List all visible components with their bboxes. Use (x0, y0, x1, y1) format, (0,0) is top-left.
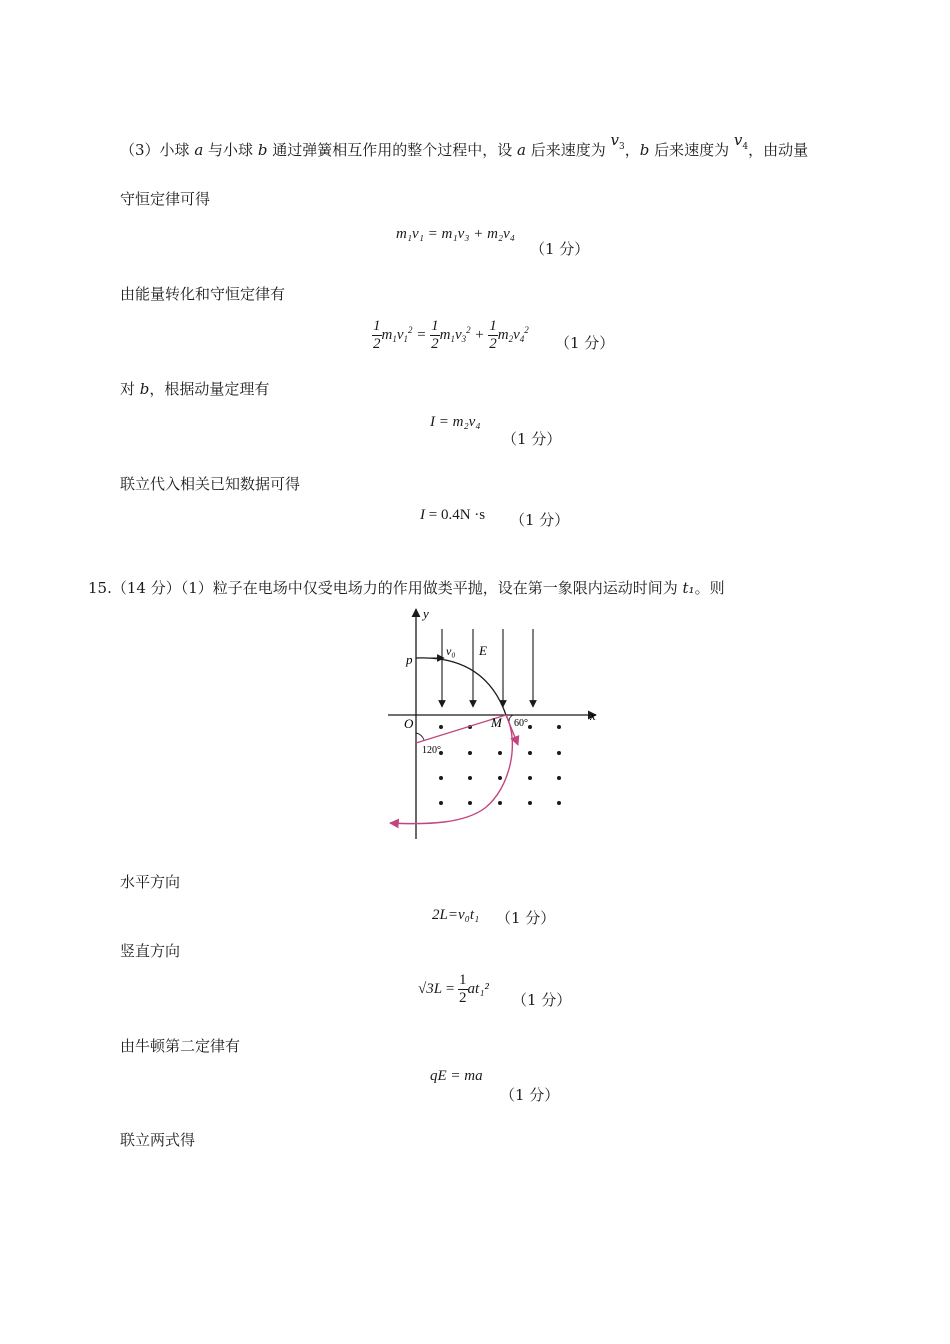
energy-intro: 由能量转化和守恒定律有 (120, 285, 286, 303)
part3-line2: 守恒定律可得 (120, 190, 211, 208)
score-momentum: （1 分） (530, 240, 590, 258)
parabola-trajectory (416, 658, 506, 715)
vertical-equation: √3L = $\frac{1}{2}$ at₁² (418, 972, 489, 1007)
v0-label: v₀ (446, 644, 456, 658)
vertical-intro: 竖直方向 (120, 942, 181, 960)
e-label: E (479, 643, 487, 658)
q15-header: 15.（14 分）（1）粒子在电场中仅受电场力的作用做类平抛，设在第一象限内运动时间为 t₁。则 (88, 579, 725, 597)
newton-intro: 由牛顿第二定律有 (120, 1037, 241, 1055)
newton-equation: qE = ma (430, 1068, 483, 1084)
score-horizontal: （1 分） (496, 909, 556, 927)
angle-120-label: 120° (422, 745, 441, 756)
angle-arc-60 (509, 715, 513, 721)
horizontal-intro: 水平方向 (120, 873, 181, 891)
energy-equation: $\frac{1}{2}$ $m_1v_1^2$ = $\frac{1}{2}$ $m_1v_3^2$ + $\frac{1}{2}$ $m_2v_4^2$ (373, 318, 529, 353)
result-equation: I = 0.4N ·s (420, 507, 486, 523)
score-newton: （1 分） (500, 1086, 560, 1104)
x-axis-label: x (590, 708, 596, 723)
circular-trajectory (390, 715, 512, 824)
impulse-intro: 对 b，根据动量定理有 (120, 380, 270, 398)
momentum-equation: m₁v₁ = m₁v₃ + m₂v₄ (396, 226, 516, 242)
m-label: M (491, 715, 502, 730)
final-intro: 联立两式得 (120, 1131, 196, 1149)
score-vertical: （1 分） (512, 991, 572, 1009)
impulse-equation: I = m₂v₄ (430, 414, 481, 430)
part3-intro: （3）小球 a 与小球 b 通过弹簧相互作用的整个过程中，设 a 后来速度为 $v^3$，b 后来速度为 $v^4$，由动量 (120, 131, 809, 159)
magnetic-field-dots (439, 725, 561, 805)
score-impulse: （1 分） (502, 430, 562, 448)
score-energy: （1 分） (555, 334, 615, 352)
p-label: p (406, 652, 413, 667)
y-axis-label: y (423, 606, 429, 621)
origin-label: O (404, 716, 414, 731)
combine-intro: 联立代入相关已知数据可得 (120, 475, 301, 493)
physics-figure (380, 603, 620, 843)
horizontal-equation: 2L=v₀t₁ (432, 907, 480, 923)
angle-arc-120 (416, 733, 424, 740)
angle-60-label: 60° (514, 718, 528, 729)
score-result: （1 分） (510, 511, 570, 529)
